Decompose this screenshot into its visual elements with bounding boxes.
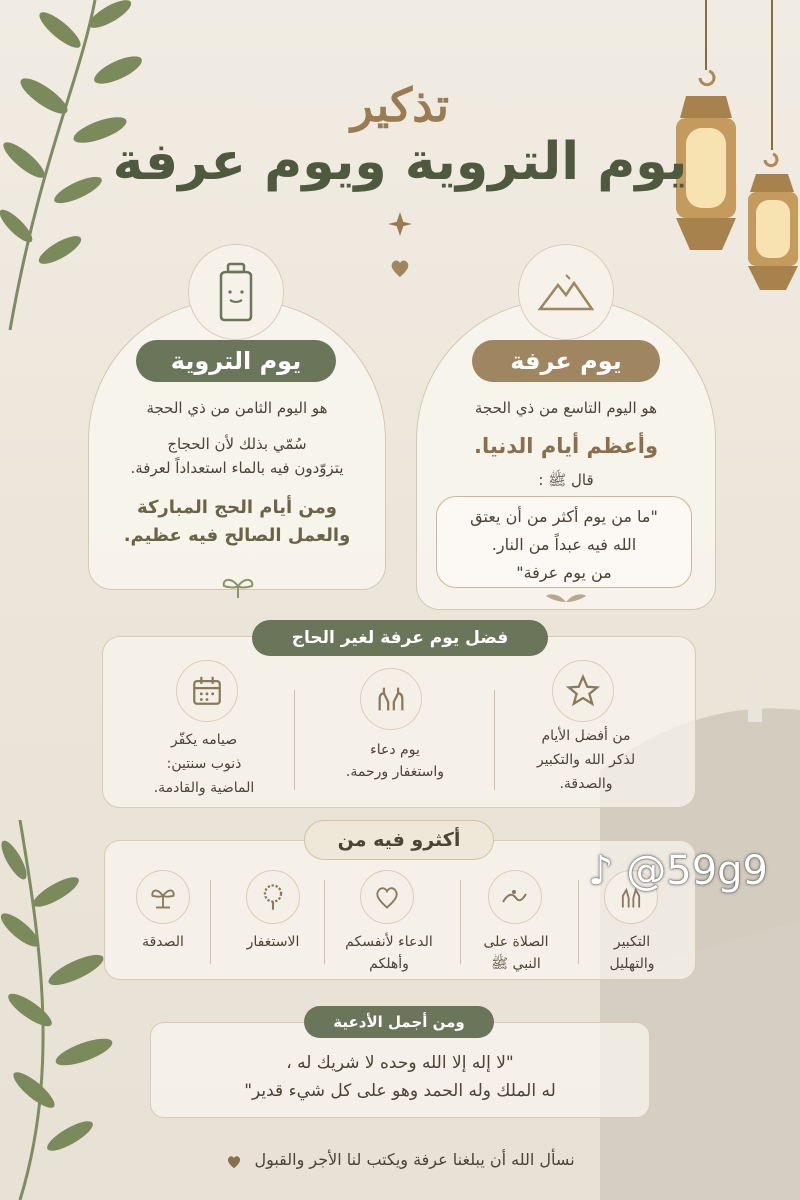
footer-text: نسأل الله أن يبلغنا عرفة ويكتب لنا الأجر والقبول <box>254 1150 575 1169</box>
tarwiyah-title: يوم التروية <box>136 340 336 382</box>
arafah-quote-line2: الله فيه عبداً من النار. <box>491 535 637 554</box>
arafah-said: قال ﷺ : <box>538 471 594 489</box>
virtue-2-line2: واستغفار ورحمة. <box>345 764 445 780</box>
arafah-quote-line1: "ما من يوم أكثر من أن يعتق <box>470 507 658 526</box>
increase-3-line1: الدعاء لأنفسكم <box>345 934 433 950</box>
virtue-3-line1: صيامه يكفّر <box>170 732 238 748</box>
increase-2-line1: الصلاة على <box>483 934 549 950</box>
tarwiyah-highlight2: والعمل الصالح فيه عظيم. <box>123 525 351 546</box>
heart-icon <box>360 870 414 924</box>
arafah-line1: هو اليوم التاسع من ذي الحجة <box>474 399 658 417</box>
tiktok-icon: ♪ <box>588 848 614 894</box>
calendar-icon <box>176 660 238 722</box>
muhammad-calligraphy-icon <box>488 870 542 924</box>
virtue-2-line1: يوم دعاء <box>370 742 420 758</box>
increase-5-line1: الصدقة <box>142 934 184 950</box>
watermark <box>588 848 768 894</box>
prayer-beads-icon <box>246 870 300 924</box>
header-main-title: يوم التروية ويوم عرفة <box>112 132 688 192</box>
footer-row <box>100 1150 700 1169</box>
tarwiyah-line1: هو اليوم الثامن من ذي الحجة <box>146 399 328 417</box>
increase-4-line1: الاستغفار <box>246 934 300 950</box>
virtue-1-line3: والصدقة. <box>559 776 613 792</box>
header-small-title: تذكير <box>350 78 450 132</box>
divider <box>460 880 461 964</box>
tarwiyah-line2: سُمّي بذلك لأن الحجاج <box>167 435 307 453</box>
diamond-ornament-icon <box>388 212 412 236</box>
dua-line2: له الملك وله الحمد وهو على كل شيء قدير" <box>244 1081 556 1101</box>
mountain-icon <box>518 244 614 340</box>
star-icon <box>552 660 614 722</box>
tarwiyah-highlight1: ومن أيام الحج المباركة <box>137 497 337 518</box>
praying-hands-icon <box>360 668 422 730</box>
sprout-ornament-icon <box>220 572 256 600</box>
increase-2-line2: النبي ﷺ <box>491 956 541 972</box>
divider <box>578 880 579 964</box>
virtue-1-line2: لذكر الله والتكبير <box>536 752 636 768</box>
increase-1-line1: التكبير <box>613 934 651 950</box>
virtue-3-line2: ذنوب سنتين: <box>166 756 242 772</box>
footer-heart-icon <box>225 1153 243 1169</box>
dua-line1: "لا إله إلا الله وحده لا شريك له ، <box>286 1053 514 1073</box>
heart-divider-icon <box>388 256 412 280</box>
increase-1-line2: والتهليل <box>609 956 655 972</box>
tarwiyah-line3: يتزوّدون فيه بالماء استعداداً لعرفة. <box>130 459 344 477</box>
divider <box>494 690 495 790</box>
divider <box>294 690 295 790</box>
leaf-ornament-icon <box>544 588 588 604</box>
water-jug-icon <box>188 244 284 340</box>
dua-title: ومن أجمل الأدعية <box>304 1006 494 1038</box>
arafah-highlight: وأعظم أيام الدنيا. <box>473 434 659 458</box>
increase-title: أكثرو فيه من <box>304 820 494 860</box>
sprout-icon <box>136 870 190 924</box>
arafah-title: يوم عرفة <box>472 340 660 382</box>
virtue-1-line1: من أفضل الأيام <box>541 728 631 744</box>
virtues-title: فضل يوم عرفة لغير الحاج <box>252 620 548 656</box>
increase-3-line2: وأهلكم <box>369 956 409 972</box>
virtue-3-line3: الماضية والقادمة. <box>153 780 255 796</box>
arafah-quote-line3: من يوم عرفة" <box>516 563 612 582</box>
watermark-text: @59g9 <box>626 848 768 894</box>
